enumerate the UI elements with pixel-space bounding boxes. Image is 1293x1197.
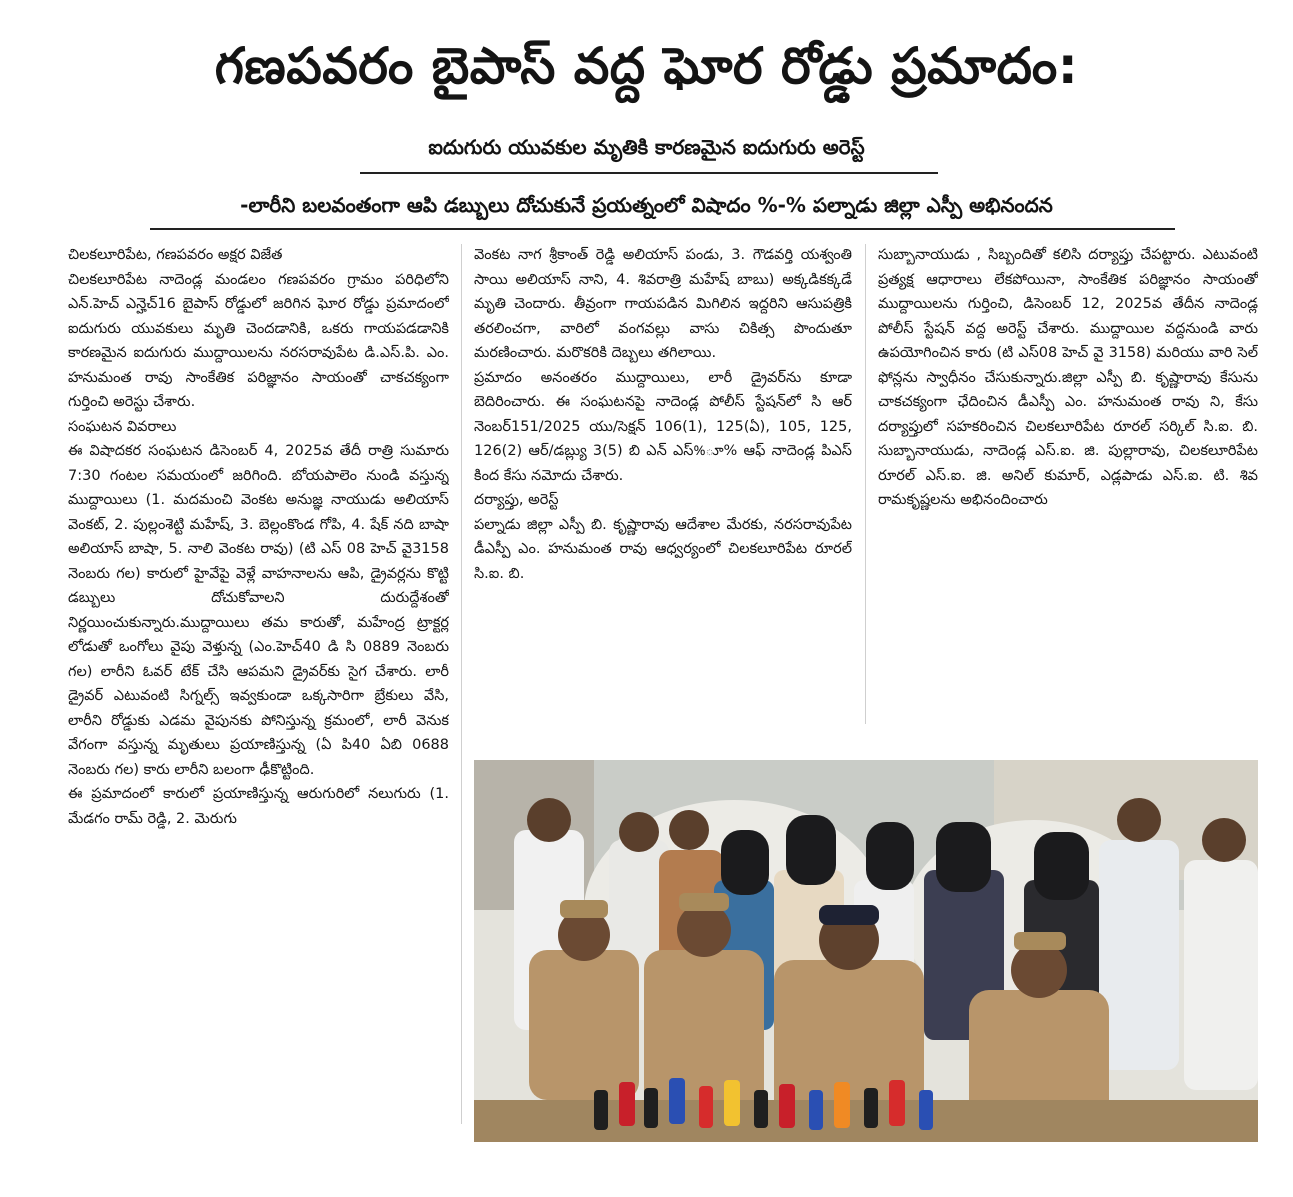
photo-mic [724, 1080, 740, 1126]
photo-mic [809, 1090, 823, 1130]
photo-mask [936, 822, 991, 892]
paragraph: చిలకలూరిపేట నాదెండ్ల మండలం గణపవరం గ్రామం పరిధిలోని ఎన్.హెచ్ ఎన్హెచ్16 బైపాస్ రోడ్డులో జరిగిన ఘోర రోడ్డు ప్రమాదంలో ఐదుగురు యువకులు మృతి చెందడానికి, ఒకరు గాయపడడానికి కారణమైన ఐదుగురు ముద్దాయిలను నరసరావుపేట డి.ఎస్.పి. ఎం. హనుమంత రావు సాంకేతిక పరిజ్ఞానం సాయంతో చాకచక్యంగా గుర్తించి అరెస్టు చేశారు. [68, 271, 449, 410]
photo-mask [1034, 832, 1089, 900]
photo-officer-head [677, 903, 731, 957]
subheadline-primary-underline [360, 172, 938, 174]
subheadline-primary: ఐదుగురు యువకుల మృతికి కారణమైన ఐదుగురు అరెస్ట్ [428, 135, 865, 159]
photo-officer [529, 950, 639, 1100]
photo-mask [866, 822, 914, 890]
paragraph: ఈ ప్రమాదంలో కారులో ప్రయాణిస్తున్న ఆరుగురిలో నలుగురు (1. మేడగం రామ్ రెడ్డి, 2. మెరుగు [68, 786, 449, 827]
article-column-1 [68, 243, 449, 1123]
column-divider [461, 244, 462, 1124]
paragraph: ఈ విషాదకర సంఘటన డిసెంబర్ 4, 2025వ తేదీ రాత్రి సుమారు 7:30 గంటల సమయంలో జరిగింది. బోయపాలెం నుండి వస్తున్న ముద్దాయిలు (1. మదమంచి వెంకట అనుజ్ఞ నాయుడు అలియాస్ వెంకట్, 2. పుల్లంశెట్టి మహేష్, 3. బెల్లంకొండ గోపి, 4. షేక్ నది బాషా అలియాస్ బాషా, 5. నాలి వెంకట రావు) (టి ఎస్ 08 హెచ్ వై3158 నెంబరు గల) కారులో హైవేపై వెళ్లే వాహనాలను ఆపి, డ్రైవర్లను కొట్టి డబ్బులు దోచుకోవాలని దురుద్దేశంతో నిర్ణయించుకున్నారు.ముద్దాయిలు తమ కారుతో, మహేంద్ర ట్రాక్టర్ల లోడుతో ఒంగోలు వైపు వెళ్తున్న (ఎం.హెచ్40 డి సి 0889 నెంబరు గల) లారీని ఓవర్ టేక్ చేసి ఆపమని డ్రైవర్‌కు సైగ చేశారు. లారీ డ్రైవర్ ఎటువంటి సిగ్నల్స్ ఇవ్వకుండా ఒక్కసారిగా బ్రేకులు వేసి, లారీని రోడ్డుకు ఎడమ వైపునకు పోనిస్తున్న క్రమంలో, లారీ వెనుక వేగంగా వస్తున్న మృతులు ప్రయాణిస్తున్న (ఏ పి40 ఏబి 0688 నెంబరు గల) కారు లారీని బలంగా ఢీకొట్టింది. [68, 443, 449, 778]
photo-person [1184, 860, 1258, 1090]
subheadline-secondary: -లారీని బలవంతంగా ఆపి డబ్బులు దోచుకునే ప్రయత్నంలో విషాదం %-% పల్నాడు జిల్లా ఎస్పీ అభినందన [240, 193, 1053, 217]
photo-mic [919, 1090, 933, 1130]
photo-mic [669, 1078, 685, 1124]
photo-mic [889, 1080, 905, 1126]
photo-mask [786, 815, 836, 885]
photo-person-head [527, 798, 571, 842]
article-column-3 [878, 243, 1258, 703]
photo-cap [560, 900, 608, 918]
paragraph: పల్నాడు జిల్లా ఎస్పీ బి. కృష్ణారావు ఆదేశాల మేరకు, నరసరావుపేట డీఎస్పీ ఎం. హనుమంత రావు ఆధ్వర్యంలో చిలకలూరిపేట రూరల్ సి.ఐ. బి. [474, 516, 852, 582]
photo-person-head [619, 812, 659, 852]
paragraph: ప్రమాదం అనంతరం ముద్దాయిలు, లారీ డ్రైవర్‌ను కూడా బెదిరించారు. ఈ సంఘటనపై నాదెండ్ల పోలీస్ స్టేషన్‌లో సి ఆర్ నెంబర్151/2025 యు/సెక్షన్ 106(1), 125(ఏ), 105, 125, 126(2) ఆర్/డబ్ల్యు 3(5) బి ఎన్ ఎస్%ూ% ఆఫ్ నాదెండ్ల పిఎస్ కింద కేసు నమోదు చేశారు. [474, 369, 852, 484]
photo-mic [834, 1082, 850, 1128]
photo-cap [1014, 932, 1066, 950]
photo-mic [864, 1088, 878, 1128]
photo-person-head [669, 810, 709, 850]
column-divider [865, 244, 866, 724]
article-column-2 [474, 243, 852, 743]
photo-cap [679, 893, 729, 911]
paragraph: సుబ్బానాయుడు , సిబ్బందితో కలిసి దర్యాప్తు చేపట్టారు. ఎటువంటి ప్రత్యక్ష ఆధారాలు లేకపోయినా, సాంకేతిక పరిజ్ఞానం సాయంతో ముద్దాయిలను గుర్తించి, డిసెంబర్ 12, 2025వ తేదీన నాదెండ్ల పోలీస్ స్టేషన్ వద్ద అరెస్ట్ చేశారు. ముద్దాయిల వద్దనుండి వారు ఉపయోగించిన కారు (టి ఎస్08 హెచ్ వై 3158) మరియు వారి సెల్ ఫోన్లను స్వాధీనం చేసుకున్నారు.జిల్లా ఎస్పీ బి. కృష్ణారావు కేసును చాకచక్యంగా ఛేదించిన డీఎస్పీ ఎం. హనుమంత రావు ని, కేసు దర్యాప్తులో సహకరించిన చిలకలూరిపేట రూరల్ సర్కిల్ సి.ఐ. బి. సుబ్బానాయుడు, నాదెండ్ల ఎస్.ఐ. జి. పుల్లారావు, చిలకలూరిపేట రూరల్ ఎస్.ఐ. జి. అనిల్ కుమార్, ఎడ్లపాడు ఎస్.ఐ. టి. శివ రామకృష్ణలను అభినందించారు [878, 247, 1258, 508]
photo-mic [594, 1090, 608, 1130]
photo-mic [699, 1086, 713, 1128]
subheadline-secondary-underline [150, 228, 1175, 230]
photo-cap [819, 905, 879, 925]
paragraph: వెంకట నాగ శ్రీకాంత్ రెడ్డి అలియాస్ పండు, 3. గౌడవర్తి యశ్వంతి సాయి అలియాస్ నాని, 4. శివరాత్రి మహేష్ బాబు) అక్కడికక్కడే మృతి చెందారు. తీవ్రంగా గాయపడిన మిగిలిన ఇద్దరిని ఆసుపత్రికి తరలించగా, వారిలో వంగవల్లు వాసు చికిత్స పొందుతూ మరణించారు. మరొకరికి దెబ్బలు తగిలాయి. [474, 247, 852, 361]
photo-person-head [1117, 798, 1161, 842]
photo-mic [619, 1082, 635, 1126]
photo-mic [644, 1088, 658, 1128]
section-heading: దర్యాప్తు, అరెస్ట్ [474, 492, 559, 508]
photo-mic [779, 1084, 795, 1128]
headline: గణపవరం బైపాస్ వద్ద ఘోర రోడ్డు ప్రమాదం: [214, 37, 1079, 95]
dateline: చిలకలూరిపేట, గణపవరం అక్షర విజేత [68, 247, 283, 263]
photo-mask [721, 830, 769, 895]
photo-mic [754, 1090, 768, 1128]
photo-person [1099, 840, 1179, 1070]
press-meet-photo [474, 760, 1258, 1142]
photo-person-head [1202, 818, 1246, 862]
section-heading: సంఘటన వివరాలు [68, 418, 177, 435]
photo-officer-head [1011, 942, 1067, 998]
